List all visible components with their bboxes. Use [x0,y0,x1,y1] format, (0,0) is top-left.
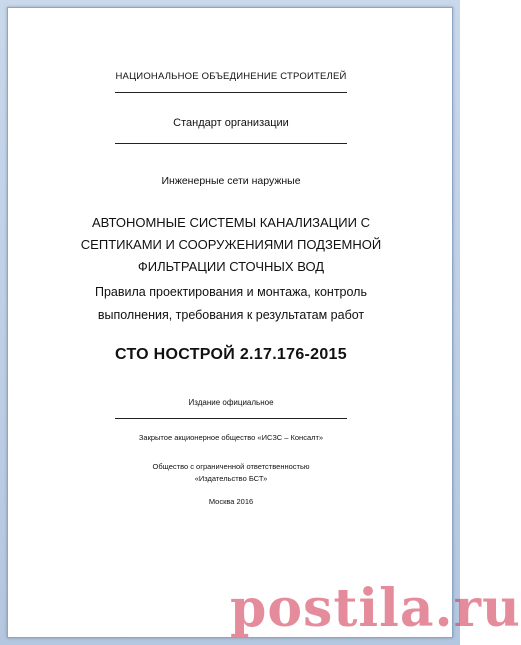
subtitle-line: выполнения, требования к результатам работ [97,308,365,322]
title-line: СЕПТИКАМИ И СООРУЖЕНИЯМИ ПОДЗЕМНОЙ [80,237,382,252]
watermark-logo: postila.ru [230,578,521,639]
standard-code: СТО НОСТРОЙ 2.17.176-2015 [115,346,347,363]
subtitle-line: Правила проектирования и монтажа, контроль [95,285,367,299]
city-year: Москва 2016 [208,497,254,506]
publisher-line: «Издательство БСТ» [194,474,268,483]
title-line: АВТОНОМНЫЕ СИСТЕМЫ КАНАЛИЗАЦИИ С [92,215,370,230]
document-page [7,7,453,638]
standard-type: Стандарт организации [173,117,289,129]
title-line: ФИЛЬТРАЦИИ СТОЧНЫХ ВОД [137,259,325,274]
divider-top [115,92,347,93]
organization-name: НАЦИОНАЛЬНОЕ ОБЪЕДИНЕНИЕ СТРОИТЕЛЕЙ [115,71,347,82]
category: Инженерные сети наружные [161,175,301,187]
publisher-line: Общество с ограниченной ответственностью [152,462,310,471]
divider-middle [115,143,347,144]
divider-bottom [115,418,347,419]
edition-label: Издание официальное [188,398,274,407]
publisher-line: Закрытое акционерное общество «ИСЗС – Консалт» [138,433,324,442]
